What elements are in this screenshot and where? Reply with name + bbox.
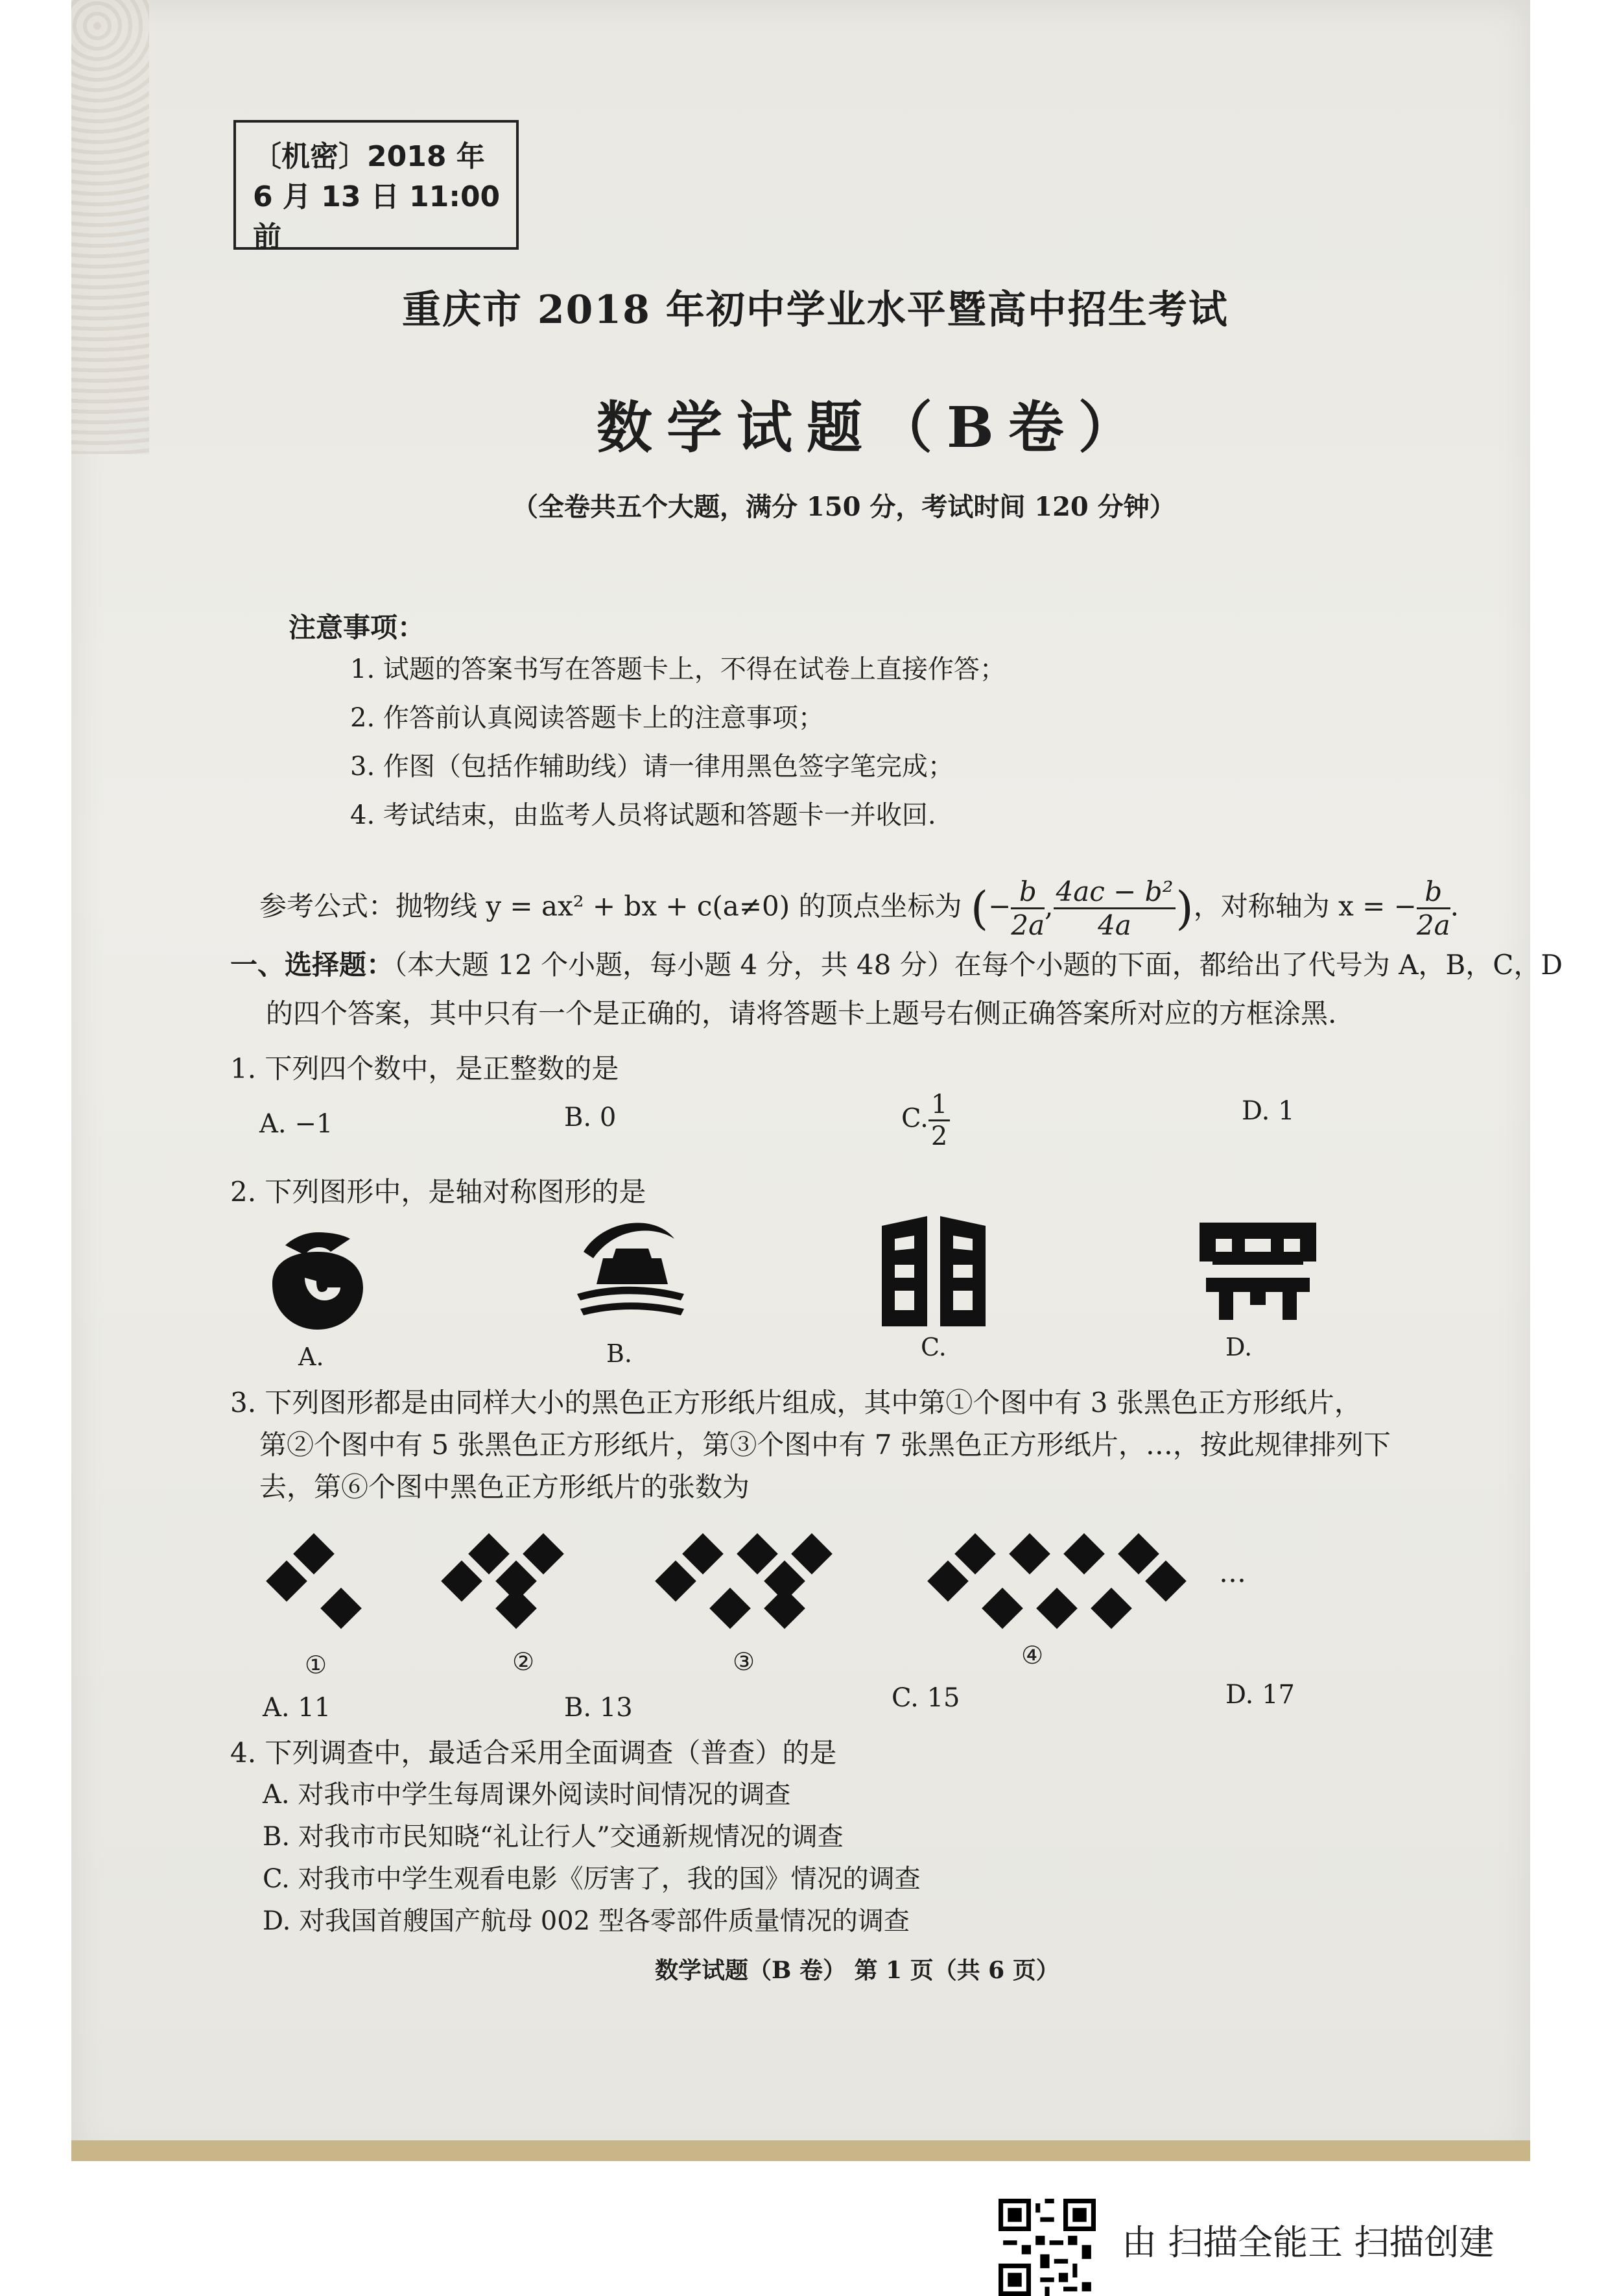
pattern-c-icon [875, 1213, 992, 1330]
section-heading [230, 944, 1563, 983]
reference-formula: 参考公式：抛物线 y = ax² + bx + c(a≠0) 的顶点坐标为 (− $\frac{b}{2a}$ , $\frac{\text{4ac − b²}}{4a}$ )，对称轴为 x = − $\frac{b}{2a}$ . [259, 876, 1459, 941]
logo-a-icon [259, 1226, 376, 1336]
q2-label-a: A. [298, 1343, 324, 1371]
q2-label-c: C. [921, 1333, 947, 1361]
figure-label-3: ③ [733, 1647, 755, 1676]
q4-option-d: D. 对我国首艘国产航母 002 型各零部件质量情况的调查 [263, 1906, 910, 1936]
table-edge [71, 2140, 1530, 2161]
figure-ellipsis: … [1219, 1557, 1246, 1588]
fraction-denominator: 2 [930, 1121, 948, 1151]
scanner-watermark: 由 扫描全能王 扫描创建 [1122, 2222, 1495, 2263]
pattern-d-icon [1193, 1219, 1323, 1323]
figure-2 [441, 1533, 564, 1629]
question-4-stem: 4. 下列调查中，最适合采用全面调查（普查）的是 [230, 1737, 837, 1769]
note-item: 4. 考试结束，由监考人员将试题和答题卡一并收回. [350, 800, 936, 830]
option-prefix: C. [901, 1103, 928, 1134]
figure-label-1: ① [305, 1651, 327, 1679]
question-2-stem: 2. 下列图形中，是轴对称图形的是 [230, 1176, 646, 1208]
q4-option-a: A. 对我市中学生每周课外阅读时间情况的调查 [263, 1780, 791, 1810]
figure-3 [655, 1533, 833, 1629]
exam-subtitle: 数学试题（B卷） [597, 395, 1148, 460]
q1-option-b: B. 0 [564, 1103, 617, 1132]
q3-option-a: A. 11 [263, 1693, 331, 1723]
figure-label-4: ④ [1021, 1641, 1044, 1669]
section-heading-rest: （本大题 12 个小题，每小题 4 分，共 48 分）在每个小题的下面，都给出了代号为 A，B，C，D [394, 949, 1563, 981]
confidential-box [233, 120, 519, 254]
secret-line-2: 6 月 13 日 11:00 前 [253, 180, 501, 254]
fraction-denominator: 2a [1416, 909, 1450, 941]
axis-text: ，对称轴为 x = − [1193, 890, 1417, 922]
note-item: 3. 作图（包括作辅助线）请一律用黑色签字笔完成； [350, 752, 954, 782]
note-item: 2. 作答前认真阅读答题卡上的注意事项； [350, 703, 824, 733]
q3-option-d: D. 17 [1225, 1680, 1295, 1710]
figure-4 [927, 1533, 1187, 1629]
qr-code-icon [999, 2199, 1096, 2296]
notes-heading: 注意事项： [289, 612, 425, 643]
section-heading-line2: 的四个答案，其中只有一个是正确的，请将答题卡上题号右侧正确答案所对应的方框涂黑. [266, 998, 1337, 1029]
q1-option-a: A. −1 [259, 1109, 333, 1139]
half-fraction [928, 1090, 950, 1151]
q1-option-d: D. 1 [1242, 1096, 1295, 1126]
exam-info: （全卷共五个大题，满分 150 分，考试时间 120 分钟） [512, 492, 1176, 522]
q3-option-c: C. 15 [892, 1683, 960, 1713]
figure-label-2: ② [512, 1647, 535, 1676]
question-3-stem-1: 3. 下列图形都是由同样大小的黑色正方形纸片组成，其中第①个图中有 3 张黑色正方形纸片， [230, 1387, 1362, 1418]
fraction-numerator: b [1417, 876, 1450, 909]
lace-background [71, 0, 149, 454]
figure-1 [266, 1533, 362, 1629]
exam-title: 重庆市 2018 年初中学业水平暨高中招生考试 [402, 287, 1229, 333]
q4-option-b: B. 对我市市民知晓“礼让行人”交通新规情况的调查 [263, 1822, 844, 1852]
section-heading-bold: 一、选择题： [230, 949, 394, 981]
vertex-x-fraction [1011, 876, 1045, 941]
formula-prefix: 参考公式：抛物线 y = ax² + bx + c(a≠0) 的顶点坐标为 [259, 890, 962, 922]
q4-option-c: C. 对我市中学生观看电影《厉害了，我的国》情况的调查 [263, 1864, 921, 1894]
ship-logo-b-icon [564, 1213, 694, 1330]
q2-label-d: D. [1225, 1333, 1253, 1361]
square-pattern-figures [259, 1518, 1232, 1647]
fraction-numerator: 4ac − b² [1054, 876, 1176, 909]
vertex-y-fraction [1054, 876, 1176, 941]
q3-option-b: B. 13 [564, 1693, 633, 1723]
question-3-stem-2: 第②个图中有 5 张黑色正方形纸片，第③个图中有 7 张黑色正方形纸片，…，按此规律排列下 [259, 1429, 1391, 1461]
fraction-denominator: 2a [1011, 909, 1045, 941]
q2-label-b: B. [606, 1339, 633, 1368]
question-1-stem: 1. 下列四个数中，是正整数的是 [230, 1053, 619, 1084]
question-3-stem-3: 去，第⑥个图中黑色正方形纸片的张数为 [259, 1471, 750, 1503]
q1-option-c [901, 1090, 950, 1151]
note-item: 1. 试题的答案书写在答题卡上，不得在试卷上直接作答； [350, 654, 1006, 684]
page-footer: 数学试题（B 卷） 第 1 页（共 6 页） [655, 1957, 1059, 1984]
secret-line-1: 〔机密〕2018 年 [253, 140, 485, 173]
fraction-numerator: b [1011, 876, 1045, 909]
fraction-denominator: 4a [1098, 909, 1131, 941]
fraction-numerator: 1 [928, 1090, 950, 1121]
axis-fraction [1417, 876, 1450, 941]
